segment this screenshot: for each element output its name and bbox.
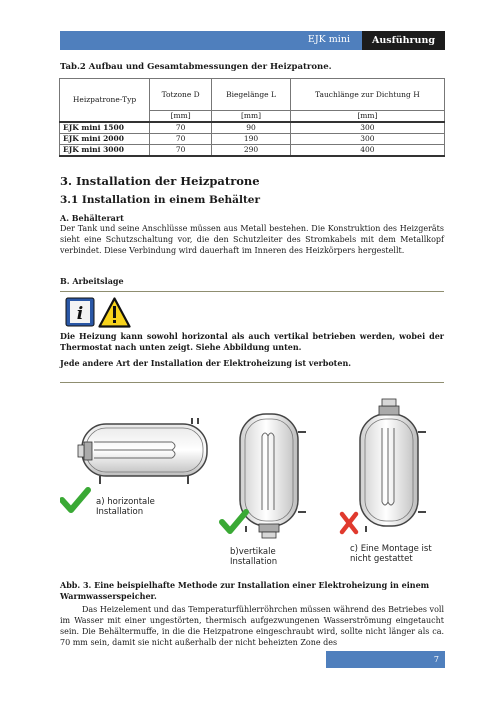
info-icon <box>65 297 95 327</box>
subsection-heading: 3.1 Installation in einem Behälter <box>60 194 261 206</box>
section-heading: 3. Installation der Heizpatrone <box>60 174 260 188</box>
table-cell: 190 <box>212 133 291 144</box>
divider <box>60 382 444 383</box>
label-horizontal: a) horizontale Installation <box>96 497 155 517</box>
table-caption: Tab.2 Aufbau und Gesamtabmessungen der Heizpatrone. <box>60 62 332 72</box>
table-header: Biegelänge L <box>212 79 291 111</box>
label-not-allowed: c) Eine Montage ist nicht gestattet <box>350 544 432 564</box>
table-unit: [mm] <box>290 111 444 122</box>
vertical-tank-drawing <box>240 414 306 538</box>
svg-text:i: i <box>76 304 84 324</box>
table-unit: [mm] <box>150 111 212 122</box>
table-row <box>60 133 445 144</box>
divider <box>60 291 444 292</box>
table-cell: 300 <box>290 133 444 144</box>
table-cell: 70 <box>150 133 212 144</box>
table-cell: 290 <box>212 144 291 156</box>
horizontal-tank-drawing <box>78 418 207 484</box>
table-header: Heizpatrone-Typ <box>60 79 150 122</box>
table-header: Totzone D <box>150 79 212 111</box>
installation-figure <box>60 392 444 577</box>
table-row <box>60 144 445 156</box>
dimensions-table <box>59 78 445 157</box>
table-cell: 70 <box>150 122 212 134</box>
check-icon <box>222 512 246 531</box>
label-vertical: b)vertikale Installation <box>230 547 278 567</box>
table-cell: EJK mini 1500 <box>60 122 150 134</box>
subheading-a: A. Behälterart <box>60 213 124 223</box>
paragraph-b2: Jede andere Art der Installation der Elektroheizung ist verboten. <box>60 358 352 368</box>
header-version: Ausführung 2.31 <box>362 31 445 50</box>
figure-caption: Abb. 3. Eine beispielhafte Methode zur Installation einer Elektroheizung in einem Warmwasserspeicher. <box>60 580 430 601</box>
subheading-b: B. Arbeitslage <box>60 276 124 286</box>
check-icon <box>62 490 88 510</box>
table-cell: 400 <box>290 144 444 156</box>
page-header <box>60 31 445 65</box>
body-paragraph: Das Heizelement und das Temperaturfühlerröhrchen müssen während des Betriebes voll im Wasser mit einer ungestörten, thermisch aufgezwungenen Wasserströmung eingetaucht sein. Die Behältermuffe, in die die Heizpatrone eingeschraubt wird, sollte nicht länger als ca. 70 mm sein, damit sie nicht außerhalb der nicht beheizten Zone des <box>60 605 444 647</box>
cross-icon <box>342 514 356 532</box>
table-cell: EJK mini 2000 <box>60 133 150 144</box>
table-cell: EJK mini 3000 <box>60 144 150 156</box>
table-row <box>60 122 445 134</box>
page-number: 7 <box>326 651 445 668</box>
table-cell: 300 <box>290 122 444 134</box>
inverted-tank-drawing <box>360 399 426 532</box>
header-model: EJK mini <box>307 34 350 45</box>
warning-icon <box>98 297 131 328</box>
table-cell: 90 <box>212 122 291 134</box>
table-unit: [mm] <box>212 111 291 122</box>
table-header: Tauchlänge zur Dichtung H <box>290 79 444 111</box>
paragraph-b1: Die Heizung kann sowohl horizontal als auch vertikal betrieben werden, wobei der Thermostat nach unten zeigt. Siehe Abbildung unten. <box>60 331 444 352</box>
table-cell: 70 <box>150 144 212 156</box>
paragraph-a: Der Tank und seine Anschlüsse müssen aus Metall bestehen. Die Konstruktion des Heizgeräts sieht eine Schutzschaltung vor, die den Schutzleiter des Stromkabels mit dem Metallkopf verbindet. Diese Verbindung wird dauerhaft im Inneren des Heizkörpers hergestellt. <box>60 224 444 255</box>
